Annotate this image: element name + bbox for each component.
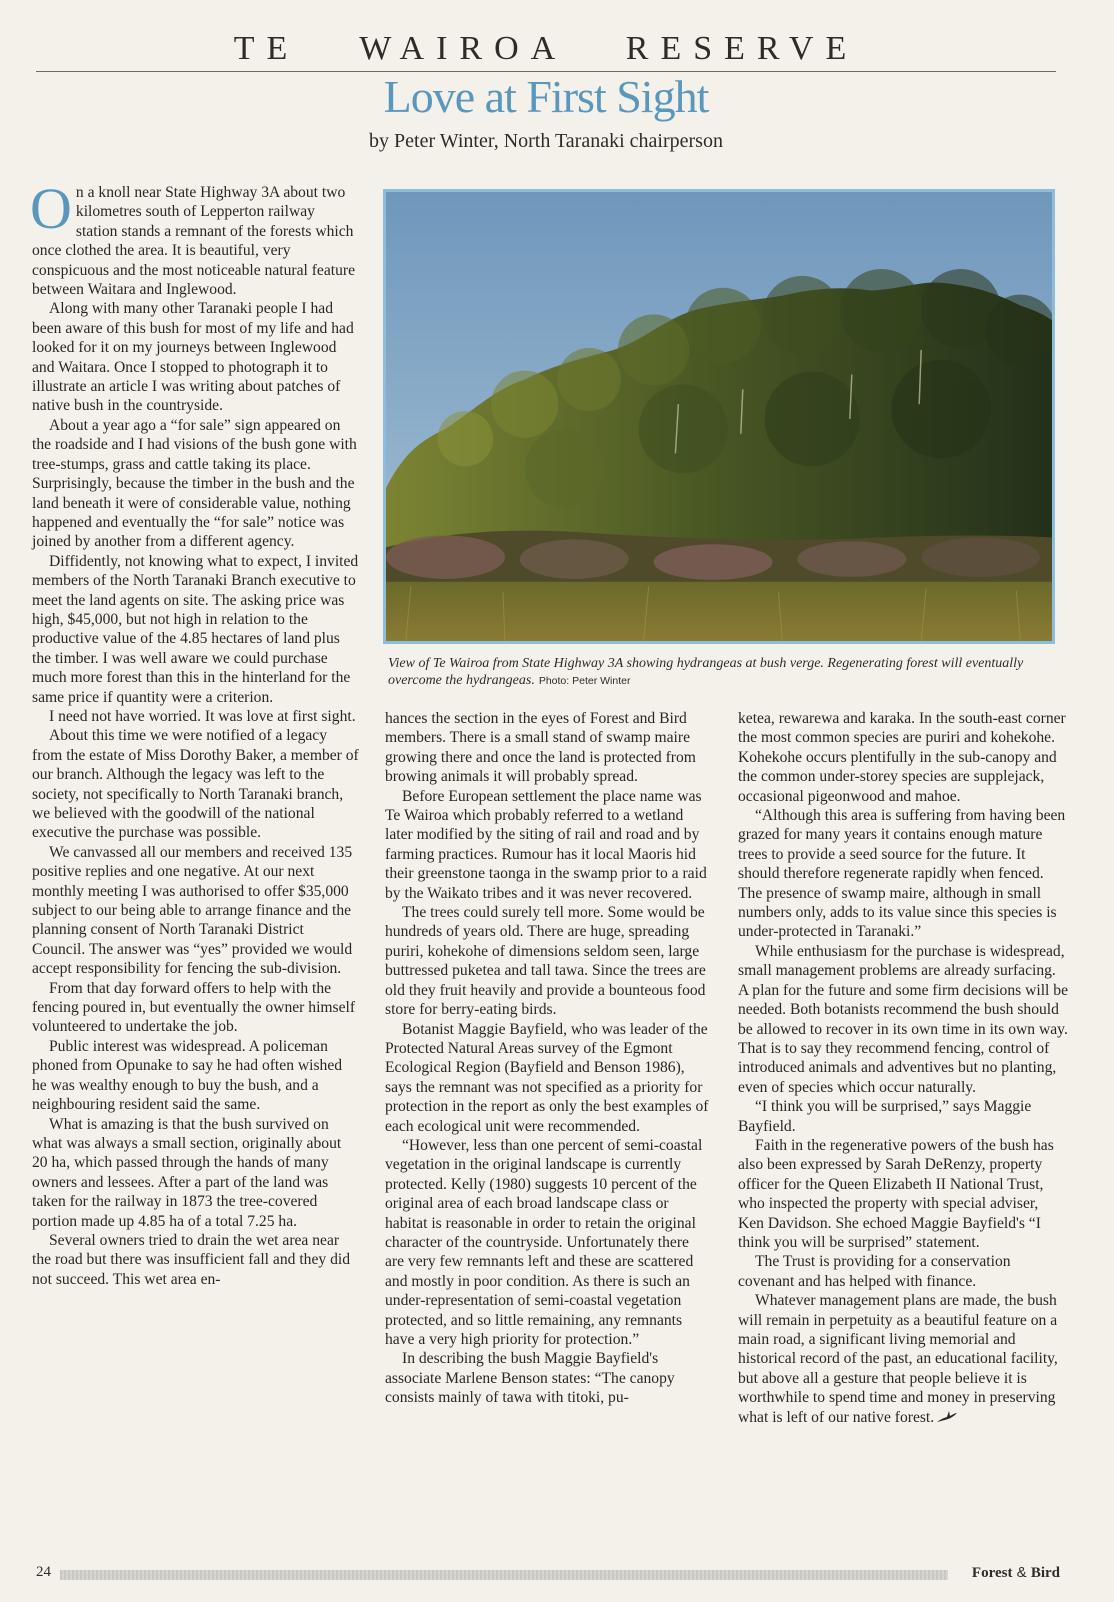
paragraph: ketea, rewarewa and karaka. In the south-east corner the most common species are puriri and kohekohe. Kohekohe occurs plentifully in the sub-canopy and the common under-storey species are supplejack, occasional pigeonwood and mahoe. [738, 710, 1066, 805]
article-column-3 [738, 709, 1068, 1427]
paragraph: “I think you will be surprised,” says Maggie Bayfield. [738, 1098, 1032, 1135]
paragraph: The trees could surely tell more. Some would be hundreds of years old. There are huge, spreading puriri, kohekohe of dimensions seldom seen, large buttressed puketea and tall tawa. Since the trees are old they fruit heavily and provide a bounteous food store for berry-eating birds. [385, 904, 706, 1019]
article-column-1 [30, 176, 360, 1289]
paragraph: Diffidently, not knowing what to expect, I invited members of the North Taranaki Branch executive to meet the land agents on site. The asking price was high, $45,000, but not high in relation to the productive value of the 4.85 hectares of land plus the timber. I was well aware we could purchase much more forest than this in the hinterland for the same price if quantity were a criterion. [32, 552, 359, 706]
paragraph-last-text: Whatever management plans are made, the bush will remain in perpetuity as a beautiful feature on a main road, a significant living memorial and historical record of the past, an educational facility, but above all a gesture that people believe it is worthwhile to spend time and money in preserving what is left of our native forest. [738, 1292, 1058, 1426]
paragraph: In describing the bush Maggie Bayfield's associate Marlene Benson states: “The canopy consists mainly of tawa with titoki, pu- [385, 1350, 675, 1407]
paragraph: Along with many other Taranaki people I had been aware of this bush for most of my life and had looked for it on my journeys between Inglewood and Waitara. Once I stopped to photograph it to illustrate an article I was writing about patches of native bush in the countryside. [32, 300, 354, 415]
footer-bar [60, 1570, 948, 1580]
article-title: Love at First Sight [383, 71, 709, 122]
paragraph: “However, less than one percent of semi-coastal vegetation in the original landscape is currently protected. Kelly (1980) suggests 10 percent of the original area of each broad landscape class or habitat is reasonable in order to retain the original character of the countryside. Unfortunately there are very few remnants left and these are scattered and mostly in poor condition. As there is such an under-representation of semi-coastal vegetation protected, and so little remaining, any remnants have a very high priority for protection.” [385, 1136, 703, 1348]
page-number: 24 [36, 1564, 51, 1580]
drop-cap: O [30, 176, 72, 241]
magazine-title [950, 1564, 1060, 1582]
magazine-title-part2: Bird [1030, 1565, 1060, 1581]
magazine-title-part1: Forest [971, 1565, 1013, 1581]
paragraph: About this time we were notified of a legacy from the estate of Miss Dorothy Baker, a member of our branch. Although the legacy was left to the society, not specifically to North Taranaki branch, we believed with the goodwill of the national executive the purchase was possible. [32, 727, 359, 842]
paragraph: “Although this area is suffering from having been grazed for many years it contains enough mature trees to provide a seed source for the future. It should therefore regenerate rapidly when fenced. The presence of swamp maire, although in small numbers only, adds to its value since this species is under-protected in Taranaki.” [738, 807, 1066, 941]
paragraph: Several owners tried to drain the wet area near the road but there was insufficient fall and they did not succeed. This wet area en- [32, 1231, 350, 1288]
paragraph: Public interest was widespread. A policeman phoned from Opunake to say he had often wished he was wealthy enough to buy the bush, and a neighbouring resident said the same. [32, 1037, 343, 1114]
article-byline: by Peter Winter, North Taranaki chairperson [369, 130, 723, 152]
forest-photo-illustration [386, 192, 1052, 641]
paragraph: Faith in the regenerative powers of the bush has also been expressed by Sarah DeRenzy, property officer for the Queen Elizabeth II National Trust, who inspected the property with special adviser, Ken Davidson. She echoed Maggie Bayfield's “I think you will be surprised” statement. [738, 1136, 1054, 1251]
paragraph: The Trust is providing for a conservation covenant and has helped with finance. [738, 1253, 1011, 1290]
paragraph: While enthusiasm for the purchase is widespread, small management problems are already surfacing. A plan for the future and some firm decisions will be needed. Both botanists recommend the bush should be allowed to recover in its own time in its own way. That is to say they recommend fencing, control of introduced animals and adventives but no planting, even of species which occur naturally. [738, 942, 1068, 1096]
paragraph: From that day forward offers to help with the fencing poured in, but eventually the owner himself volunteered to undertake the job. [32, 979, 356, 1036]
paragraph: I need not have worried. It was love at first sight. [49, 707, 356, 725]
forest-photo [383, 189, 1055, 644]
photo-credit: Photo: Peter Winter [538, 675, 631, 687]
paragraph-last [738, 1291, 1068, 1427]
paragraph-1-text: n a knoll near State Highway 3A about two kilometres south of Lepperton railway station stands a remnant of the forests which once clothed the area. It is beautiful, very conspicuous and the most noticeable natural feature between Waitara and Inglewood. [32, 184, 356, 299]
magazine-title-amp: & [1012, 1564, 1031, 1581]
photo-caption-text: View of Te Wairoa from State Highway 3A showing hydrangeas at bush verge. Regenerating forest will eventually overcome the hydrangeas. [388, 656, 1024, 688]
paragraph: Before European settlement the place name was Te Wairoa which probably referred to a wetland later modified by the siting of rail and road and by farming practices. Rumour has it local Maoris hid their greenstone taonga in the swamp prior to a raid by the Waikato tribes and it was never recovered. [385, 787, 707, 902]
paragraph: hances the section in the eyes of Forest and Bird members. There is a small stand of swamp maire growing there and once the land is protected from browing animals it will probably spread. [385, 710, 696, 786]
article-column-2 [385, 709, 710, 1408]
photo-caption [388, 655, 1028, 690]
paragraph: About a year ago a “for sale” sign appeared on the roadside and I had visions of the bush gone with tree-stumps, grass and cattle taking its place. Surprisingly, because the timber in the bush and the land beneath it were of considerable value, nothing happened and eventually the “for sale” notice was joined by another from a different agency. [32, 416, 357, 551]
paragraph: We canvassed all our members and received 135 positive replies and one negative. At our next monthly meeting I was authorised to offer $35,000 subject to our being able to arrange finance and the planning consent of North Taranaki District Council. The answer was “yes” provided we would accept responsibility for fencing the sub-division. [32, 843, 353, 978]
paragraph: Botanist Maggie Bayfield, who was leader of the Protected Natural Areas survey of the Egmont Ecological Region (Bayfield and Benson 1986), says the remnant was not specified as a priority for protection in the report as only the best examples of each ecological unit were recommended. [385, 1020, 709, 1135]
paragraph: What is amazing is that the bush survived on what was always a small section, originally about 20 ha, which passed through the hands of many owners and lessees. After a part of the land was taken for the railway in 1873 the tree-covered portion made up 4.85 ha of a total 7.25 ha. [32, 1115, 342, 1230]
bird-end-mark-icon [936, 1408, 958, 1424]
paragraph-1 [30, 176, 360, 299]
section-kicker: TE WAIROA RESERVE [233, 30, 859, 67]
